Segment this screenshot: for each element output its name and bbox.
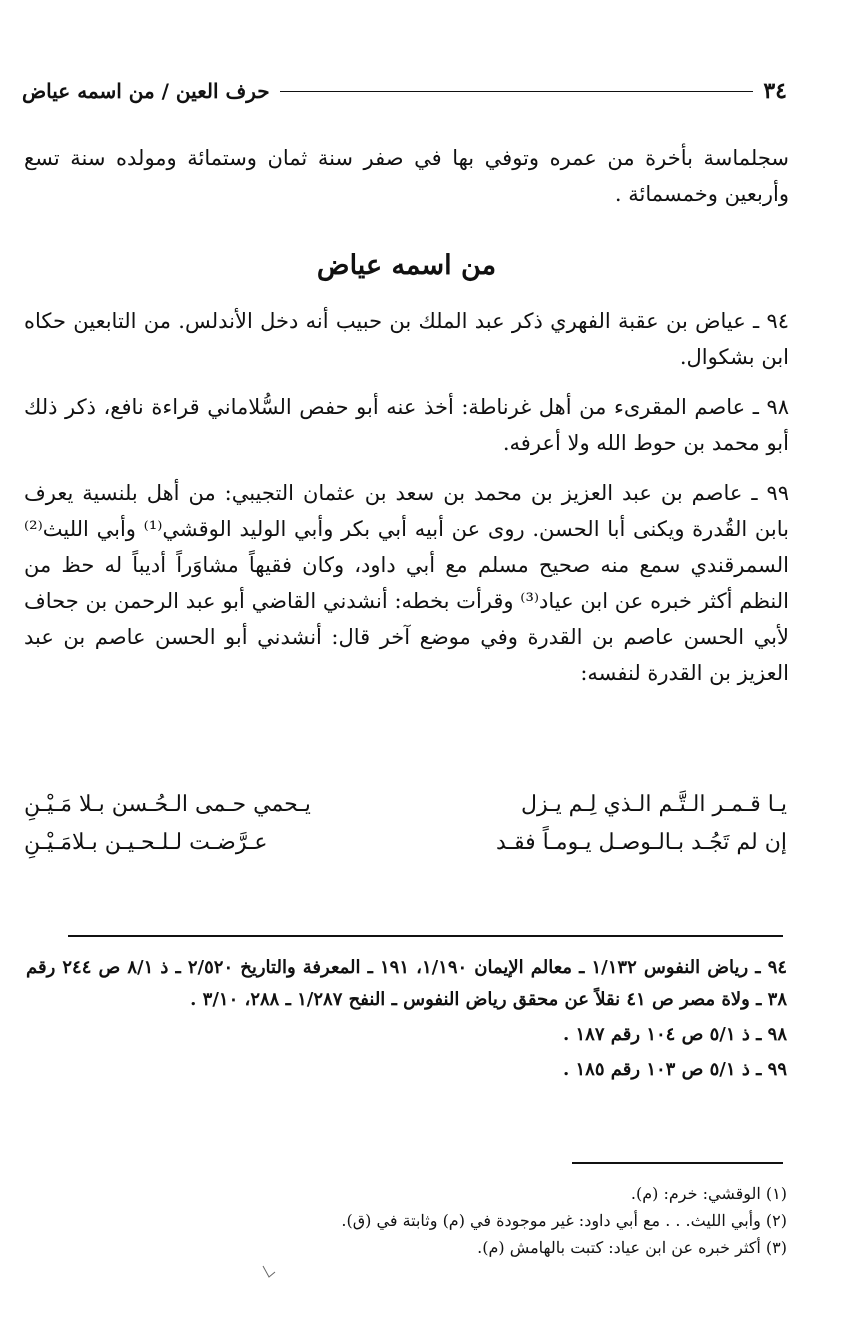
- verse-second-hemistich: يـحمي حـمى الـحُـسن بـلا مَـيْـنِ: [24, 792, 311, 817]
- poem-verse: [24, 786, 787, 824]
- entry-94: ٩٤ ـ عياض بن عقبة الفهري ذكر عبد الملك بن حبيب أنه دخل الأندلس. من التابعين حكاه ابن بشكوال.: [24, 309, 789, 369]
- intro-paragraph: سجلماسة بأخرة من عمره وتوفي بها في صفر سنة ثمان وستمائة ومولده سنة تسع وأربعين وخمسمائة .: [24, 146, 789, 206]
- section-title: من اسمه عياض: [316, 250, 497, 281]
- reference-99: ٩٩ ـ ذ ٥/١ ص ١٠٣ رقم ١٨٥ .: [562, 1059, 787, 1080]
- poem: [24, 786, 787, 862]
- verse-first-hemistich: إن لم تَجُـد بـالـوصـل يـومـاً فقـد: [496, 830, 787, 855]
- reference-98: ٩٨ ـ ذ ٥/١ ص ١٠٤ رقم ١٨٧ .: [562, 1024, 787, 1045]
- references-divider: [68, 935, 783, 937]
- verse-first-hemistich: يـا قـمـر الـتَّـم الـذي لِـم يـزل: [521, 792, 787, 817]
- page-number: ٣٤: [763, 78, 787, 104]
- footnote-3: (٣) أكثر خبره عن ابن عياد: كتبت بالهامش (م).: [477, 1238, 787, 1257]
- entry-98: ٩٨ ـ عاصم المقرىء من أهل غرناطة: أخذ عنه أبو حفص السُّلاماني قراءة نافع، ذكر ذلك أبو محمد بن حوط الله ولا أعرفه.: [24, 395, 790, 455]
- reference-94: ٩٤ ـ رياض النفوس ١/١٣٢ ـ معالم الإيمان ١/١٩٠، ١٩١ ـ المعرفة والتاريخ ٢/٥٢٠ ـ ذ ٨/١ ص ٢٤٤ رقم ٣٨ ـ ولاة مصر ص ٤١ نقلاً عن محقق رياض النفوس ـ النفح ١/٢٨٧ ـ ٢٨٨، ٣/١٠ .: [26, 957, 788, 1010]
- references: [26, 952, 787, 1089]
- main-text: [24, 140, 789, 705]
- footnotes: [180, 1180, 787, 1261]
- verse-second-hemistich: عـرَّضـت لـلـحـيـن بـلامَـيْـنِ: [24, 830, 268, 855]
- running-title: حرف العين / من اسمه عياض: [22, 79, 270, 103]
- footnote-1: (١) الوقشي: خرم: (م).: [630, 1184, 787, 1203]
- entry-99: ٩٩ ـ عاصم بن عبد العزيز بن محمد بن سعد بن عثمان التجيبي: من أهل بلنسية يعرف بابن القُدرة ويكنى أبا الحسن. روى عن أبيه أبي بكر وأبي الوليد الوقشي⁽¹⁾ وأبي الليث⁽²⁾ السمرقندي سمع منه صحيح مسلم مع أبي داود، وكان فقيهاً مشاوَراً أديباً له حظ من النظم أكثر خبره عن ابن عياد⁽³⁾ وقرأت بخطه: أنشدني القاضي أبو عبد الرحمن بن جحاف لأبي الحسن عاصم بن القدرة وفي موضع آخر قال: أنشدني أبو الحسن عاصم بن عبد العزيز بن القدرة لنفسه:: [24, 481, 789, 685]
- running-header: [22, 76, 787, 106]
- header-rule: [280, 91, 754, 92]
- footnote-2: (٢) وأبي الليث. . . مع أبي داود: غير موجودة في (م) وثابتة في (ق).: [341, 1211, 787, 1230]
- footnotes-divider: [572, 1162, 783, 1164]
- stray-pen-mark: [262, 1265, 276, 1279]
- poem-verse: [24, 824, 787, 862]
